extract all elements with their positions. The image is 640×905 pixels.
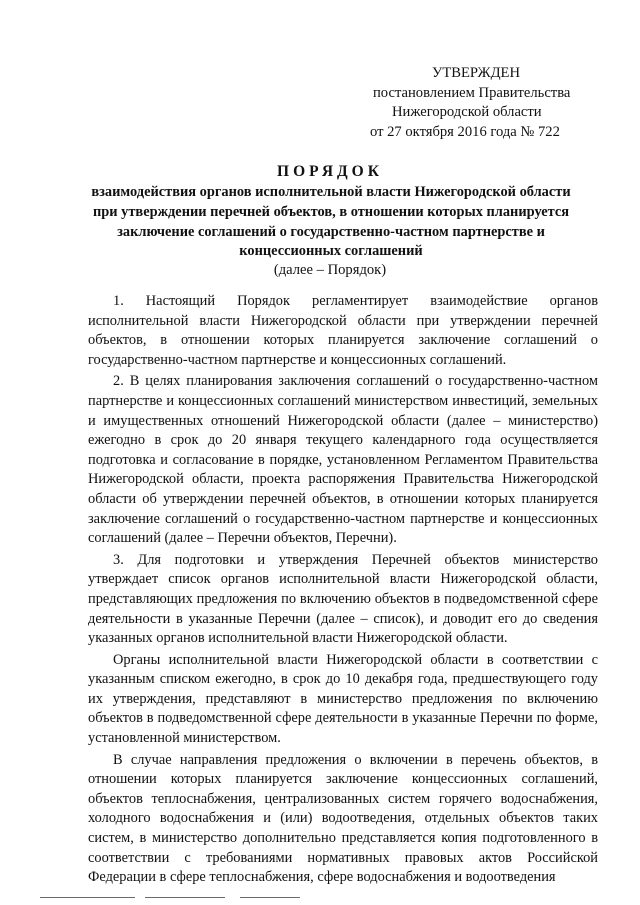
document-body	[88, 292, 598, 888]
approval-stamp	[370, 64, 600, 142]
paragraph-1: 1. Настоящий Порядок регламентирует взаимодействие органов исполнительной власти Нижегородской области при утверждении перечней объектов, в отношении которых планируется заключение соглашений о государственно-частном партнерстве и концессионных соглашений.	[88, 293, 598, 368]
subtitle-line: при утверждении перечней объектов, в отношении которых планируется	[92, 203, 570, 220]
subtitle-line: концессионных соглашений	[239, 243, 423, 260]
scan-edge-line	[145, 897, 225, 898]
subtitle-line: заключение соглашений о государственно-частном партнерстве и	[117, 223, 545, 240]
scan-edge-lines	[40, 897, 340, 899]
paragraph-2: 2. В целях планирования заключения соглашений о государственно-частном партнерстве и концессионных соглашений министерством инвестиций, земельных и имущественных отношений Нижегородской области (далее – министерство) ежегодно в срок до 20 января текущего календарного года осуществляется подготовка и согласование в порядке, установленном Регламентом Правительства Нижегородской области, проекта распоряжения Правительства Нижегородской области об утверждении перечней объектов, в отношении которых планируется заключение соглашений о государственно-частном партнерстве и концессионных соглашений (далее – Перечни объектов, Перечни).	[88, 373, 598, 547]
paragraph-3: 3. Для подготовки и утверждения Перечней объектов министерство утверждает список органов исполнительной власти Нижегородской области, представляющих предложения по включению объектов в подведомственной сфере деятельности в указанные Перечни (далее – список), и доводит его до сведения указанных органов исполнительной власти Нижегородской области.	[88, 551, 598, 647]
subtitle-line: взаимодействия органов исполнительной власти Нижегородской области	[91, 184, 571, 200]
paragraph-5: В случае направления предложения о включении в перечень объектов, в отношении которых планируется заключение концессионных соглашений, объектов теплоснабжения, централизованных систем горячего водоснабжения, холодного водоснабжения и (или) водоотведения, отдельных объектов таких систем, в министерство дополнительно представляется копия подготовленного в соответствии с требованиями нормативных правовых актов Российской Федерации в сфере теплоснабжения, сфере водоснабжения и водоотведения	[88, 751, 598, 886]
document-subtitle	[52, 183, 610, 262]
approval-word: УТВЕРЖДЕН	[432, 65, 520, 81]
approval-line: постановлением Правительства	[373, 84, 571, 101]
approval-date: от 27 октября 2016 года № 722	[370, 123, 560, 140]
paragraph-4: Органы исполнительной власти Нижегородской области в соответствии с указанным списком ежегодно, в срок до 10 декабря года, предшествующего году их утверждения, представляют в министерство предложения по включению объектов в подведомственной сфере деятельности в указанные Перечни по форме, установленной министерством.	[88, 651, 598, 747]
scan-edge-line	[240, 897, 300, 898]
approval-line: Нижегородской области	[392, 104, 542, 120]
short-name-note: (далее – Порядок)	[273, 262, 387, 278]
document-title: ПОРЯДОК	[277, 163, 383, 180]
scan-edge-line	[40, 897, 135, 898]
